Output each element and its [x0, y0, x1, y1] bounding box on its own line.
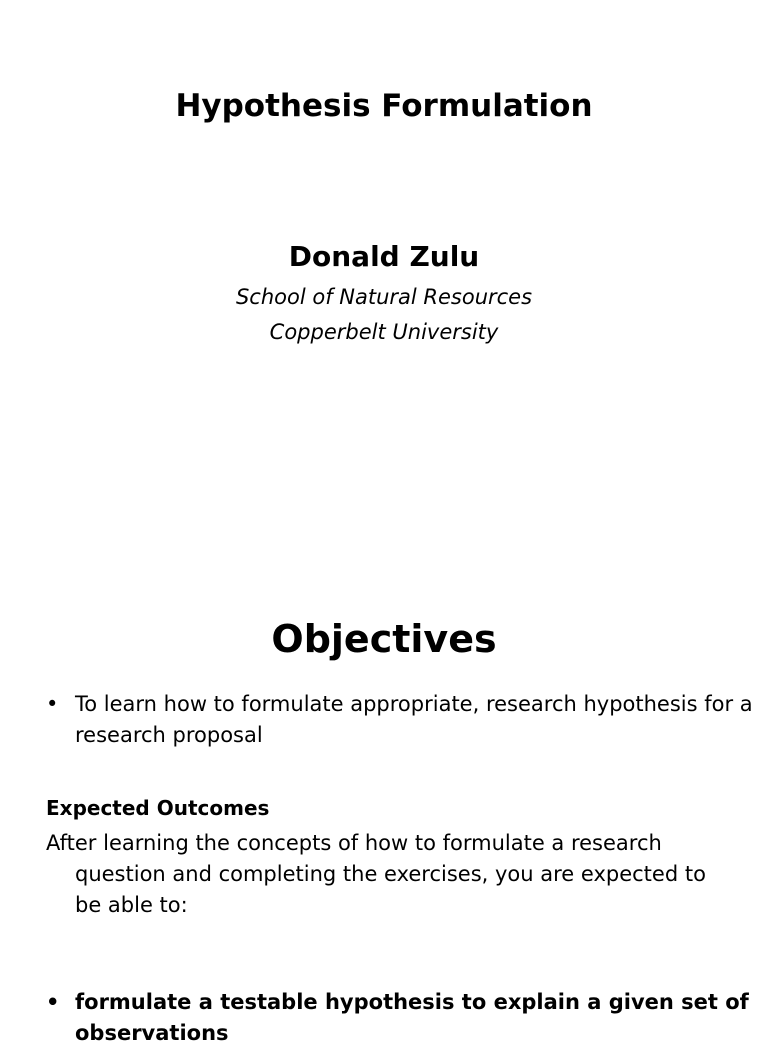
- objectives-slide: [0, 560, 768, 1045]
- objective-bullet: [46, 689, 755, 751]
- affiliation-school: School of Natural Resources: [235, 285, 533, 309]
- author-name: Donald Zulu: [288, 240, 480, 273]
- bullet-icon: •: [46, 692, 59, 716]
- outcome-text: formulate a testable hypothesis to explain a given set of observations: [75, 990, 749, 1045]
- affiliation-university: Copperbelt University: [269, 320, 499, 344]
- objective-text: To learn how to formulate appropriate, research hypothesis for a research proposal: [75, 692, 753, 747]
- expected-outcomes-intro: After learning the concepts of how to formulate a research question and completing the exercises, you are expected to be able to:: [46, 831, 706, 917]
- objectives-title: Objectives: [271, 617, 497, 661]
- expected-outcomes-heading: Expected Outcomes: [46, 796, 270, 820]
- bullet-icon: •: [46, 990, 60, 1014]
- presentation-title: Hypothesis Formulation: [175, 88, 593, 124]
- outcome-bullet: [46, 987, 755, 1049]
